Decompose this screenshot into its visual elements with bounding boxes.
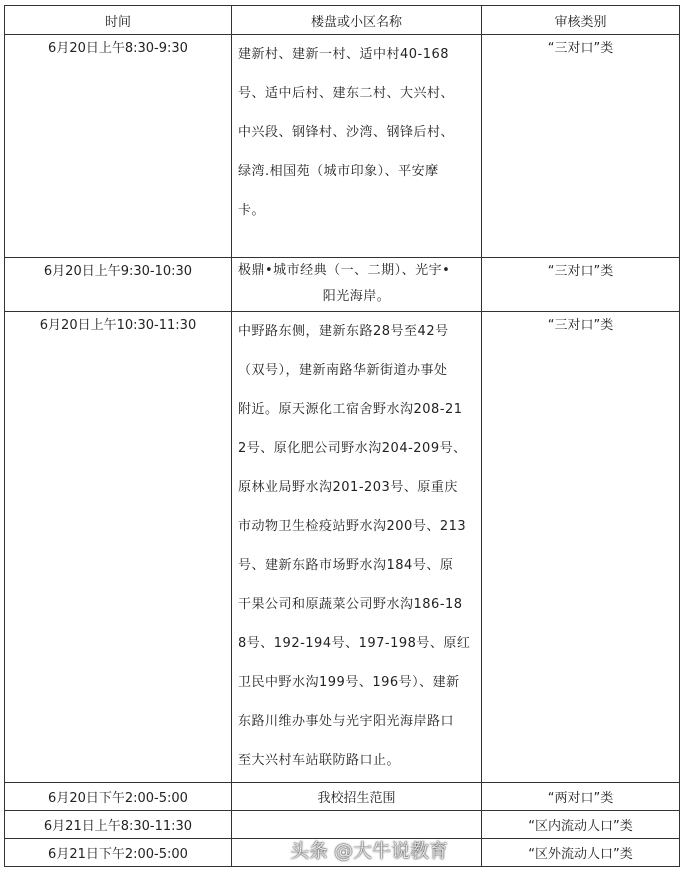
text-line: 附近。原天源化工宿舍野水沟208-21 bbox=[238, 402, 463, 417]
table-row bbox=[5, 811, 680, 839]
name-cell bbox=[232, 35, 482, 258]
text-line: 阳光海岸。 bbox=[322, 289, 391, 304]
text-line: （双号），建新南路华新街道办事处 bbox=[238, 363, 448, 378]
time-cell: 6月20日上午9:30-10:30 bbox=[5, 258, 232, 312]
name-cell bbox=[232, 312, 482, 783]
text-line: 原林业局野水沟201-203号、原重庆 bbox=[238, 480, 458, 495]
text-line: 卫民中野水沟199号、196号）、建新 bbox=[238, 675, 460, 690]
time-cell: 6月20日上午8:30-9:30 bbox=[5, 35, 232, 258]
text-line: 绿湾.相国苑（城市印象）、平安摩 bbox=[238, 164, 439, 179]
header-time: 时间 bbox=[5, 6, 232, 35]
text-line: 中野路东侧，建新东路28号至42号 bbox=[238, 324, 449, 339]
name-cell bbox=[232, 811, 482, 839]
name-cell: 我校招生范围 bbox=[232, 783, 482, 811]
table-header-row bbox=[5, 6, 680, 35]
time-cell: 6月21日上午8:30-11:30 bbox=[5, 811, 232, 839]
category-cell: “两对口”类 bbox=[482, 783, 680, 811]
text-line: 东路川维办事处与光宇阳光海岸路口 bbox=[238, 714, 455, 729]
table-row bbox=[5, 258, 680, 312]
table-row bbox=[5, 35, 680, 258]
text-line: 极鼎•城市经典（一、二期）、光宇• bbox=[238, 263, 451, 278]
text-line: 号、建新东路市场野水沟184号、原 bbox=[238, 558, 454, 573]
text-line: 卡。 bbox=[238, 203, 266, 218]
watermark: 头条 @大牛说教育 bbox=[290, 840, 449, 862]
text-line: 号、适中后村、建东二村、大兴村、 bbox=[238, 86, 455, 101]
text-line: 市动物卫生检疫站野水沟200号、213 bbox=[238, 519, 467, 534]
header-category: 审核类别 bbox=[482, 6, 680, 35]
category-cell: “区外流动人口”类 bbox=[482, 839, 680, 867]
text-line: 干果公司和原蔬菜公司野水沟186-18 bbox=[238, 597, 463, 612]
category-cell: “三对口”类 bbox=[482, 258, 680, 312]
category-cell: “三对口”类 bbox=[482, 312, 680, 783]
text-line: 中兴段、钢锋村、沙湾、钢锋后村、 bbox=[238, 125, 455, 140]
header-name: 楼盘或小区名称 bbox=[232, 6, 482, 35]
text-line: 2号、原化肥公司野水沟204-209号、 bbox=[238, 441, 467, 456]
time-cell: 6月21日下午2:00-5:00 bbox=[5, 839, 232, 867]
table-row bbox=[5, 312, 680, 783]
table-row bbox=[5, 783, 680, 811]
text-line: 至大兴村车站联防路口止。 bbox=[238, 753, 401, 768]
category-cell: “区内流动人口”类 bbox=[482, 811, 680, 839]
schedule-table bbox=[4, 5, 680, 867]
name-cell bbox=[232, 258, 482, 312]
text-line: 建新村、建新一村、适中村40-168 bbox=[238, 47, 450, 62]
text-line: 8号、192-194号、197-198号、原红 bbox=[238, 636, 471, 651]
time-cell: 6月20日上午10:30-11:30 bbox=[5, 312, 232, 783]
category-cell: “三对口”类 bbox=[482, 35, 680, 258]
time-cell: 6月20日下午2:00-5:00 bbox=[5, 783, 232, 811]
